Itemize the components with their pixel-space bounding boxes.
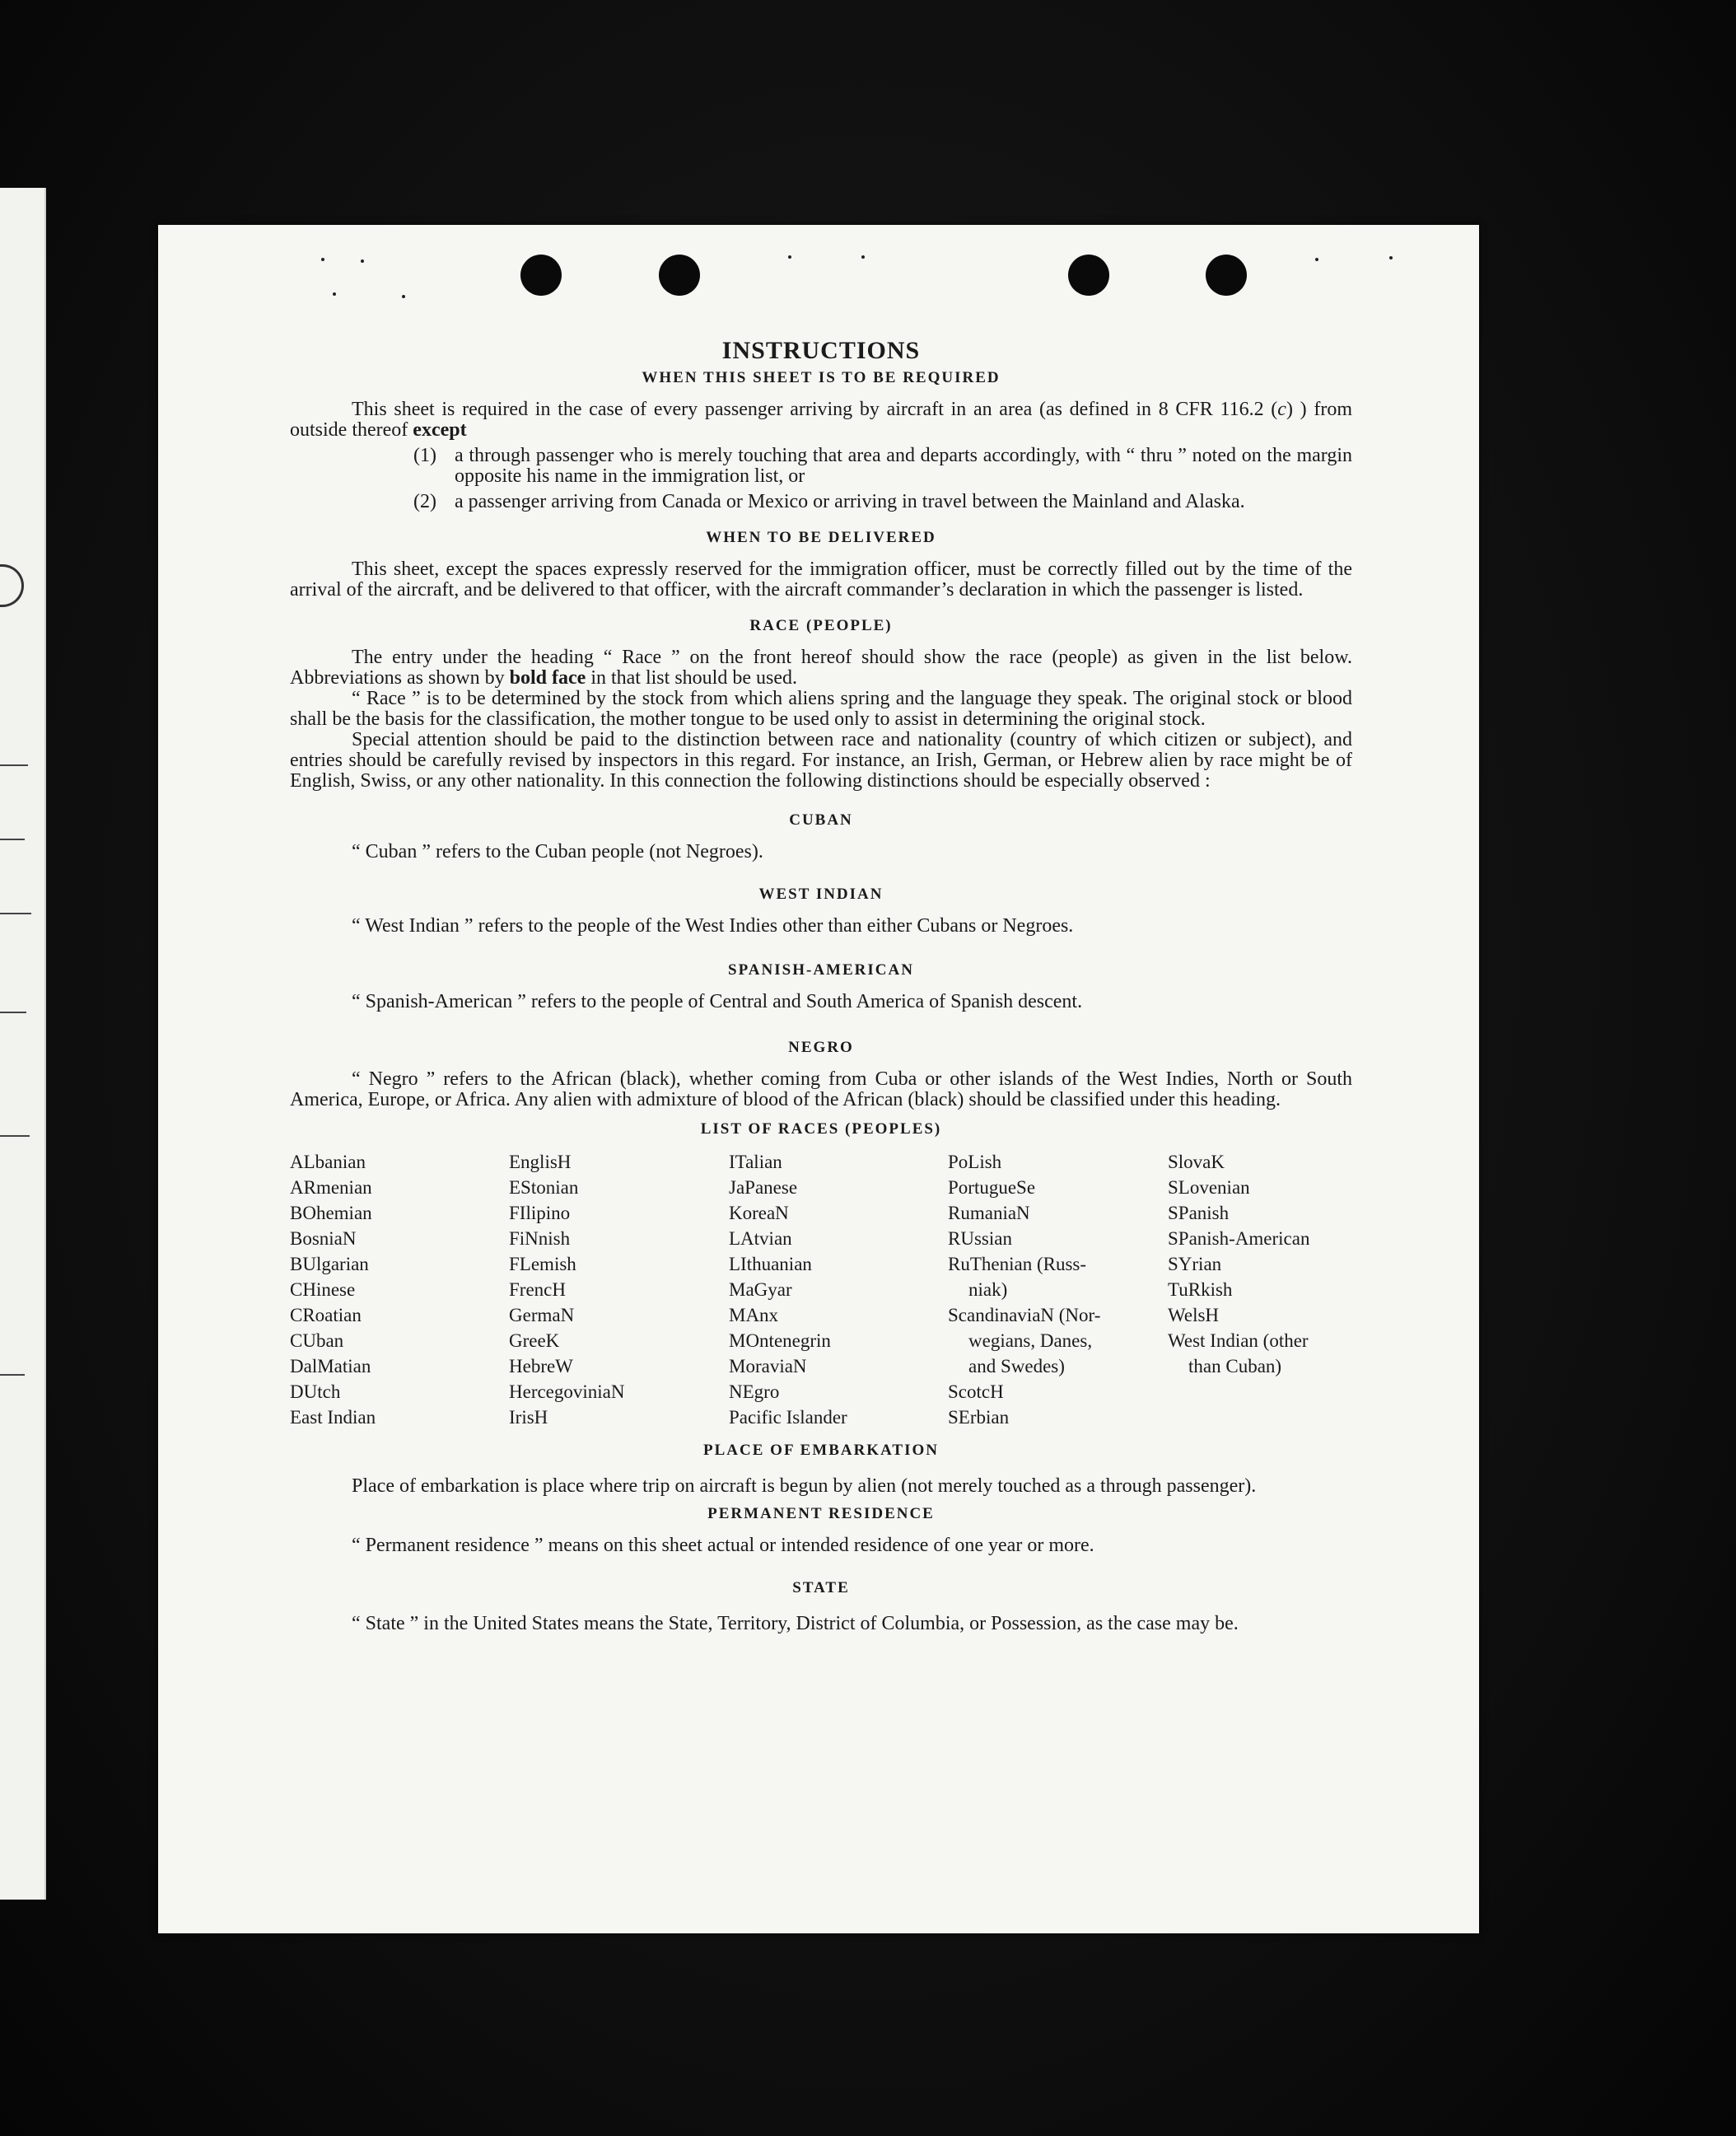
paragraph-cuban: “ Cuban ” refers to the Cuban people (not Negroes). [352,841,763,862]
heading-west-indian: WEST INDIAN [758,886,884,903]
margin-mark [0,1374,25,1376]
race-entry: BUlgarian [290,1254,369,1274]
paragraph-permanent-residence: “ Permanent residence ” means on this sheet actual or intended residence of one year or more. [352,1535,1094,1556]
speck [402,295,405,298]
heading-spanish-american: SPANISH-AMERICAN [728,961,914,979]
race-entry: SPanish [1168,1203,1230,1223]
document-body [290,337,1353,1638]
race-entry: SErbian [948,1407,1010,1428]
paragraph-race-2: “ Race ” is to be determined by the stock from which aliens spring and the language they speak. The original stock or blood shall be the basis for the classification, the mother tongue to be used only to assist in determining the original stock. [290,688,1352,730]
speck [861,255,865,259]
race-entry: EStonian [509,1177,579,1198]
race-entry: HercegoviniaN [509,1381,625,1402]
margin-mark [0,913,31,914]
margin-mark [0,1012,26,1013]
race-entry: SlovaK [1168,1152,1225,1172]
adjacent-page-edge [0,188,46,1900]
punch-hole [520,255,562,296]
race-entry: GreeK [509,1330,560,1351]
punch-hole [1206,255,1247,296]
punch-hole [659,255,700,296]
paragraph-race-1: The entry under the heading “ Race ” on the front hereof should show the race (people) as given in the list below. Abbreviations as shown by bold face in that list should be used. [290,647,1352,689]
race-entry: BosniaN [290,1228,357,1249]
heading-list-of-races: LIST OF RACES (PEOPLES) [700,1120,942,1138]
race-list [290,1149,1352,1430]
race-entry: ITalian [729,1152,782,1172]
race-entry: MaGyar [729,1279,792,1300]
race-column [290,1149,509,1430]
heading-when-delivered: WHEN TO BE DELIVERED [706,529,936,546]
race-entry: KoreaN [729,1203,789,1223]
paragraph-race-3: Special attention should be paid to the distinction between race and nationality (country of which citizen or subject), and entries should be carefully revised by inspectors in this regard. For instance, an Irish, German, or Hebrew alien by race might be of English, Swiss, or any other nationality. In this connection the following distinctions should be especially observed : [290,729,1352,792]
race-column [948,1149,1168,1430]
race-entry: TuRkish [1168,1279,1233,1300]
race-entry: West Indian (other [1168,1330,1309,1351]
race-entry: CRoatian [290,1305,362,1325]
race-entry: and Swedes) [968,1356,1065,1376]
race-entry: EnglisH [509,1152,572,1172]
paragraph-spanish-american: “ Spanish-American ” refers to the people of Central and South America of Spanish descent. [352,991,1083,1012]
margin-bracket [0,564,24,607]
race-entry: SLovenian [1168,1177,1250,1198]
margin-mark [0,839,25,840]
race-entry: ARmenian [290,1177,372,1198]
race-entry: MOntenegrin [729,1330,831,1351]
race-entry: RumaniaN [948,1203,1030,1223]
race-column [1168,1149,1352,1430]
speck [333,292,336,296]
race-entry: Pacific Islander [729,1407,847,1428]
race-entry: DUtch [290,1381,341,1402]
race-entry: FIlipino [509,1203,571,1223]
race-entry: IrisH [509,1407,548,1428]
instruction-sheet [158,225,1479,1933]
race-entry: wegians, Danes, [968,1330,1093,1351]
heading-negro: NEGRO [788,1039,854,1056]
speck [321,258,324,261]
race-entry: HebreW [509,1356,573,1376]
race-entry: FLemish [509,1254,576,1274]
race-entry: MoraviaN [729,1356,807,1376]
race-entry: FrencH [509,1279,566,1300]
paragraph-state: “ State ” in the United States means the State, Territory, District of Columbia, or Possession, as the case may be. [352,1613,1239,1634]
paragraph-when-delivered: This sheet, except the spaces expressly reserved for the immigration officer, must be correctly filled out by the time of the arrival of the aircraft, and be delivered to that officer, with the aircraft commander’s declaration in which the passenger is listed. [290,559,1352,601]
race-column [509,1149,729,1430]
exception-item: (1) a through passenger who is merely touching that area and departs accordingly, with “ thru ” noted on the margin opposite his name in the immigration list, or [413,445,1352,487]
race-entry: GermaN [509,1305,575,1325]
race-entry: NEgro [729,1381,780,1402]
race-entry: PortugueSe [948,1177,1036,1198]
heading-cuban: CUBAN [789,811,853,829]
race-entry: CUban [290,1330,344,1351]
race-entry: WelsH [1168,1305,1220,1325]
race-entry: DalMatian [290,1356,371,1376]
race-entry: than Cuban) [1188,1356,1282,1376]
heading-race: RACE (PEOPLE) [749,617,893,634]
race-entry: BOhemian [290,1203,372,1223]
speck [1389,256,1393,259]
page-title: INSTRUCTIONS [721,337,921,364]
race-entry: FiNnish [509,1228,571,1249]
margin-mark [0,1135,30,1137]
exception-item: (2) a passenger arriving from Canada or Mexico or arriving in travel between the Mainland and Alaska. [413,491,1245,512]
paragraph-negro: “ Negro ” refers to the African (black), whether coming from Cuba or other islands of the West Indies, North or South America, Europe, or Africa. Any alien with admixture of blood of the African (black) should be classified under this heading. [290,1068,1352,1110]
speck [788,255,791,259]
heading-when-required: WHEN THIS SHEET IS TO BE REQUIRED [642,369,1001,386]
race-column [729,1149,948,1430]
heading-state: STATE [792,1579,850,1596]
speck [1315,258,1318,261]
race-entry: PoLish [948,1152,1002,1172]
race-entry: ALbanian [290,1152,366,1172]
margin-mark [0,764,28,766]
race-entry: ScotcH [948,1381,1004,1402]
race-entry: niak) [968,1279,1008,1300]
punch-hole [1068,255,1109,296]
heading-permanent-residence: PERMANENT RESIDENCE [707,1505,935,1522]
race-entry: RuThenian (Russ- [948,1254,1087,1274]
paragraph-when-required: This sheet is required in the case of every passenger arriving by aircraft in an area (as defined in 8 CFR 116.2 (c) ) from outside thereof except [290,399,1353,441]
race-entry: SYrian [1168,1254,1222,1274]
race-entry: CHinese [290,1279,356,1300]
race-entry: East Indian [290,1407,376,1428]
race-entry: MAnx [729,1305,779,1325]
race-entry: SPanish-American [1168,1228,1310,1249]
race-entry: ScandinaviaN (Nor- [948,1305,1101,1325]
paragraph-place-of-embarkation: Place of embarkation is place where trip on aircraft is begun by alien (not merely touched as a through passenger). [352,1475,1257,1497]
speck [361,259,364,263]
paragraph-west-indian: “ West Indian ” refers to the people of the West Indies other than either Cubans or Negroes. [352,915,1074,937]
race-entry: JaPanese [729,1177,798,1198]
heading-place-of-embarkation: PLACE OF EMBARKATION [703,1442,939,1459]
race-entry: LIthuanian [729,1254,812,1274]
race-entry: RUssian [948,1228,1012,1249]
race-entry: LAtvian [729,1228,792,1249]
